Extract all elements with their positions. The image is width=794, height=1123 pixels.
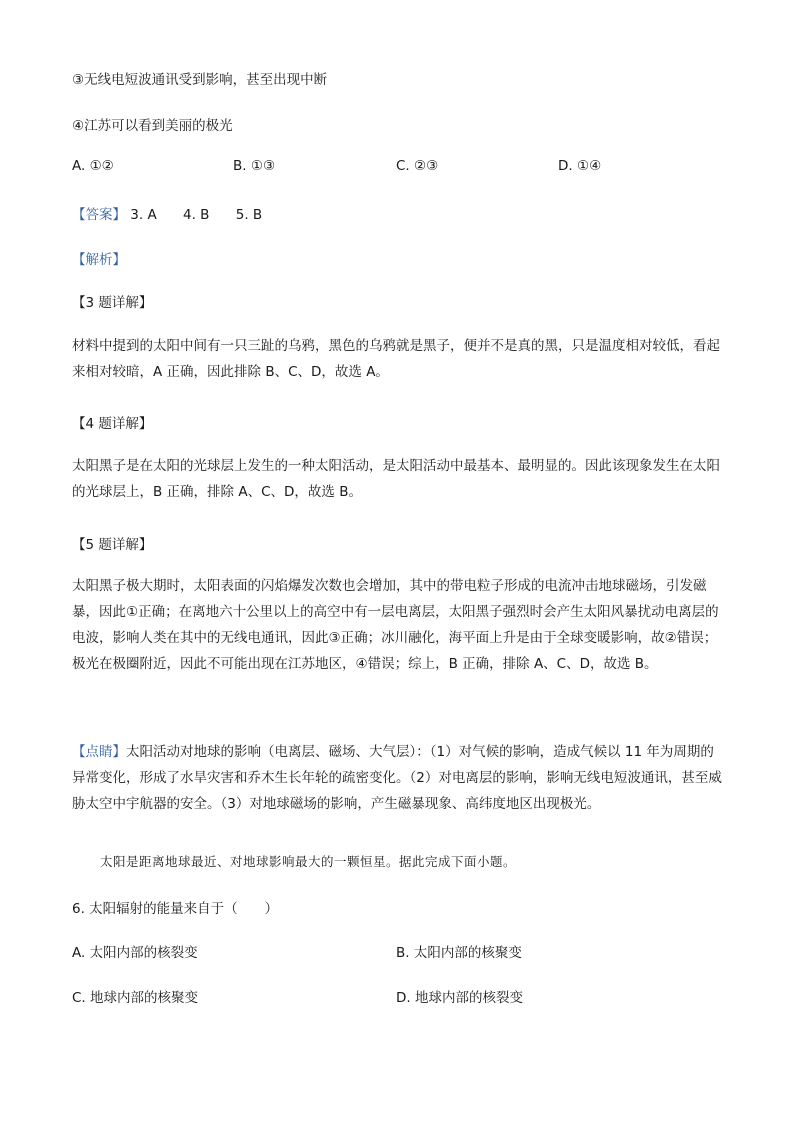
detail-3-heading: 【3 题详解】 xyxy=(72,295,153,311)
detail-4-heading: 【4 题详解】 xyxy=(72,416,153,432)
q5-option-a: A. ①② xyxy=(72,158,114,174)
q5-option-d: D. ①④ xyxy=(558,158,602,174)
answer-4: 4. B xyxy=(183,207,210,223)
q6-option-c: C. 地球内部的核聚变 xyxy=(72,990,199,1006)
answer-5: 5. B xyxy=(235,207,263,223)
detail-4-text: 太阳黑子是在太阳的光球层上发生的一种太阳活动，是太阳活动中最基本、最明显的。因此该现象发生在太阳的光球层上，B 正确，排除 A、C、D，故选 B。 xyxy=(72,458,720,500)
group-intro: 太阳是距离地球最近、对地球影响最大的一颗恒星。据此完成下面小题。 xyxy=(100,854,517,869)
comment-tag: 【点睛】 xyxy=(72,744,126,760)
q6-option-d: D. 地球内部的核裂变 xyxy=(396,990,523,1006)
q6-option-b: B. 太阳内部的核聚变 xyxy=(396,945,522,961)
comment-text: 太阳活动对地球的影响（电离层、磁场、大气层）：（1）对气候的影响，造成气候以 11 年为周期的异常变化，形成了水旱灾害和乔木生长年轮的疏密变化。（2）对电离层的影响，影响无线电短波通讯，甚至威胁太空中宇航器的安全。（3）对地球磁场的影响，产生磁暴现象、高纬度地区出现极光。 xyxy=(72,744,722,812)
comment-block xyxy=(72,739,722,817)
detail-3-text: 材料中提到的太阳中间有一只三趾的乌鸦，黑色的乌鸦就是黑子，便并不是真的黑，只是温度相对较低，看起来相对较暗，A 正确，因此排除 B、C、D，故选 A。 xyxy=(72,338,720,380)
q6-stem: 6. 太阳辐射的能量来自于（ ） xyxy=(72,901,279,917)
q5-option-c: C. ②③ xyxy=(396,158,439,174)
statement-3: ③无线电短波通讯受到影响，甚至出现中断 xyxy=(72,72,328,88)
answer-tag: 【答案】 xyxy=(72,207,126,223)
detail-5-text: 太阳黑子极大期时，太阳表面的闪焰爆发次数也会增加，其中的带电粒子形成的电流冲击地球磁场，引发磁暴，因此①正确；在离地六十公里以上的高空中有一层电离层，太阳黑子强烈时会产生太阳风暴扰动电离层的电波，影响人类在其中的无线电通讯，因此③正确；冰川融化，海平面上升是由于全球变暖影响，故②错误；极光在极圈附近，因此不可能出现在江苏地区，④错误；综上，B 正确，排除 A、C、D，故选 B。 xyxy=(72,578,719,672)
detail-5-heading: 【5 题详解】 xyxy=(72,537,153,553)
q6-option-a: A. 太阳内部的核裂变 xyxy=(72,945,198,961)
q5-option-b: B. ①③ xyxy=(233,158,276,174)
statement-4: ④江苏可以看到美丽的极光 xyxy=(72,118,233,134)
answer-3: 3. A xyxy=(130,207,157,223)
analysis-tag: 【解析】 xyxy=(72,252,126,268)
answer-line xyxy=(72,203,262,223)
